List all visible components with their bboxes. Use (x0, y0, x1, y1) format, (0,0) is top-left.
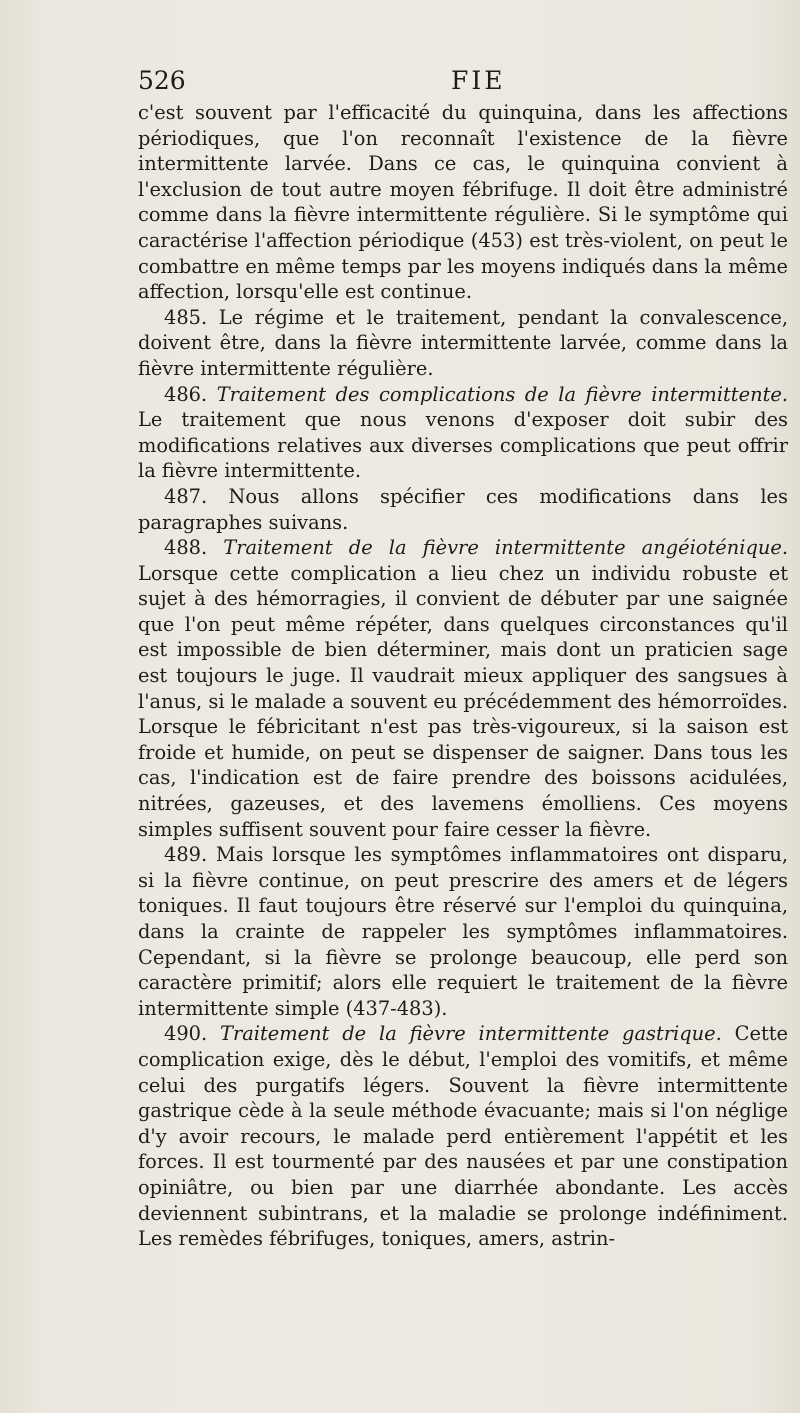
section-heading: Traitement des complications de la fièvre intermittente. (216, 382, 788, 406)
paragraph-text: 489. Mais lorsque les symptômes inflammatoires ont disparu, si la fièvre continue, on peut prescrire des amers et de légers toniques. Il faut toujours être réservé sur l'emploi du quinquina, dans la crainte de rappeler les symptômes inflammatoires. Cependant, si la fièvre se prolonge beaucoup, elle perd son caractère primitif; alors elle requiert le traitement de la fièvre intermittente simple (437-483). (138, 843, 788, 1020)
paragraph-text: Le traitement que nous venons d'exposer doit subir des modifications relatives aux diverses complications que peut offrir la fièvre intermittente. (138, 408, 788, 483)
paragraph-p485 (138, 305, 788, 382)
paragraph-text: 490. (164, 1022, 221, 1046)
section-heading: Traitement de la fièvre intermittente angéioténique. (223, 536, 788, 560)
paragraph-p490 (138, 1021, 788, 1251)
paragraph-text: 485. Le régime et le traitement, pendant la convalescence, doivent être, dans la fièvre intermittente larvée, comme dans la fièvre intermittente régulière. (138, 305, 788, 380)
body-text (138, 100, 788, 1252)
section-heading: Traitement de la fièvre intermittente gastrique. (220, 1022, 722, 1046)
running-head: FIE (451, 66, 506, 95)
page-number: 526 (138, 66, 186, 95)
paragraph-text: 487. Nous allons spécifier ces modifications dans les paragraphes suivans. (138, 484, 788, 534)
paragraph-p486 (138, 382, 788, 484)
paragraph-text: 488. (164, 536, 224, 560)
paragraph-text: Cette complication exige, dès le début, l'emploi des vomitifs, et même celui des purgatifs légers. Souvent la fièvre intermittente gastrique cède à la seule méthode évacuante; mais si l'on néglige d'y avoir recours, le malade perd entièrement l'appétit et les forces. Il est tourmenté par des nausées et par une constipation opiniâtre, ou bien par une diarrhée abondante. Les accès deviennent subintrans, et la maladie se prolonge indéfiniment. Les remèdes fébrifuges, toniques, amers, astrin- (138, 1022, 789, 1251)
paragraph-text: Lorsque cette complication a lieu chez un individu robuste et sujet à des hémorragies, il convient de débuter par une saignée que l'on peut même répéter, dans quelques circonstances qu'il est impossible de bien déterminer, mais dont un praticien sage est toujours le juge. Il vaudrait mieux appliquer des sangsues à l'anus, si le malade a souvent eu précédemment des hémorroïdes. Lorsque le fébricitant n'est pas très-vigoureux, si la saison est froide et humide, on peut se dispenser de saigner. Dans tous les cas, l'indication est de faire prendre des boissons acidulées, nitrées, gazeuses, et des lavemens émolliens. Ces moyens simples suffisent souvent pour faire cesser la fièvre. (138, 561, 788, 841)
paragraph-p489 (138, 842, 788, 1021)
paragraph-text: 486. (164, 382, 217, 406)
paragraph-p0 (138, 100, 788, 305)
paragraph-p487 (138, 484, 788, 535)
page-header (138, 62, 800, 102)
paragraph-text: c'est souvent par l'efficacité du quinquina, dans les affections périodiques, que l'on reconnaît l'existence de la fièvre intermittente larvée. Dans ce cas, le quinquina convient à l'exclusion de tout autre moyen fébrifuge. Il doit être administré comme dans la fièvre intermittente régulière. Si le symptôme qui caractérise l'affection périodique (453) est très-violent, on peut le combattre en même temps par les moyens indiqués dans la même affection, lorsqu'elle est continue. (138, 101, 788, 304)
paragraph-p488 (138, 535, 788, 842)
